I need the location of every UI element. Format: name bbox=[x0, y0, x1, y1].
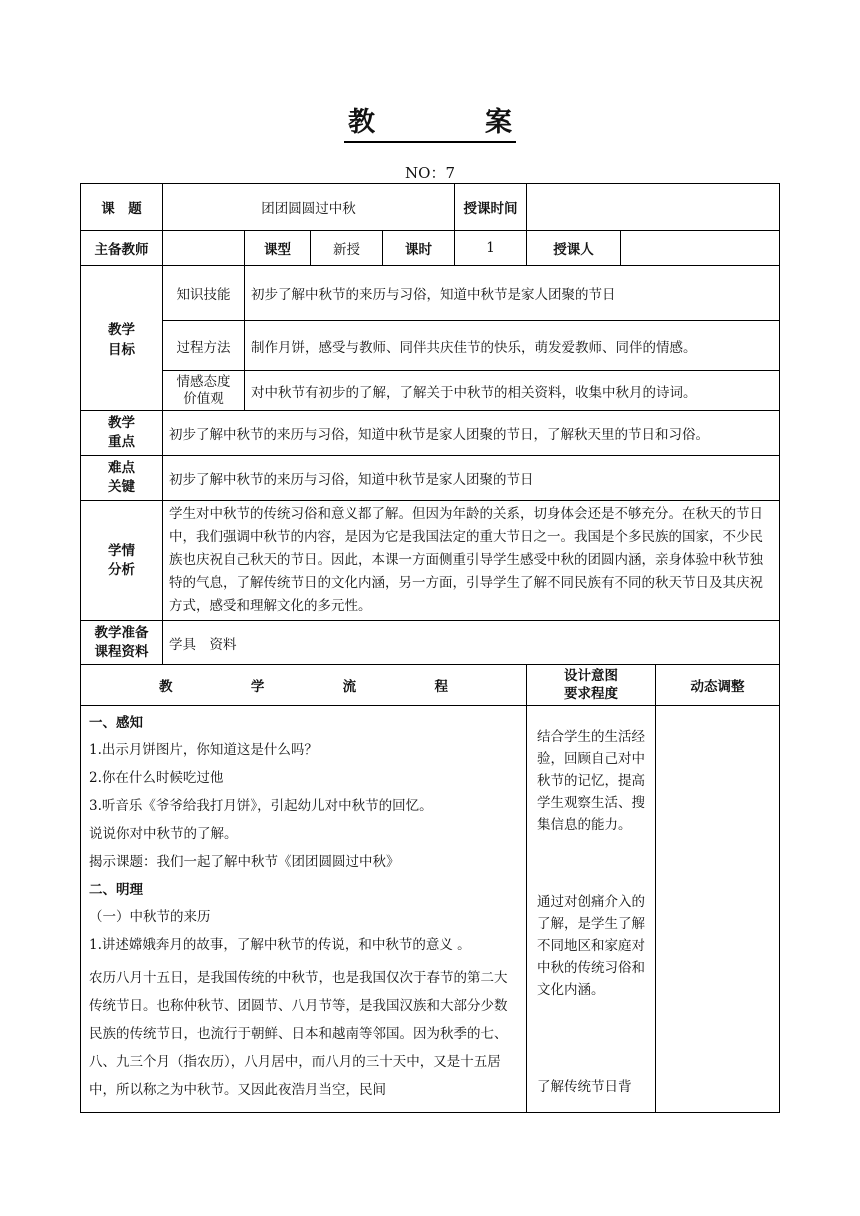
type-label: 课型 bbox=[245, 231, 311, 266]
list-item: 3.听音乐《爷爷给我打月饼》，引起幼儿对中秋节的回忆。 bbox=[89, 798, 433, 814]
list-item: 说说你对中秋节的了解。 bbox=[89, 826, 238, 842]
goal-row-knowledge bbox=[81, 266, 780, 321]
goal-name: 过程方法 bbox=[163, 321, 245, 371]
difficulty-label: 难点 关键 bbox=[81, 456, 163, 501]
goal-text: 初步了解中秋节的来历与习俗，知道中秋节是家人团聚的节日 bbox=[245, 266, 780, 321]
flow-body-row bbox=[81, 706, 780, 1113]
dynamic-adjust-header: 动态调整 bbox=[656, 665, 780, 706]
design-intent-header: 设计意图 要求程度 bbox=[527, 665, 656, 706]
analysis-row bbox=[81, 501, 780, 621]
topic-label: 课 题 bbox=[81, 184, 163, 231]
goals-label: 教学 目标 bbox=[81, 266, 163, 411]
goal-name: 知识技能 bbox=[163, 266, 245, 321]
analysis-label: 学情 分析 bbox=[81, 501, 163, 621]
focus-label: 教学 重点 bbox=[81, 411, 163, 456]
paragraph: 农历八月十五日，是我国传统的中秋节，也是我国仅次于春节的第二大传统节日。也称仲秋节、团圆节、八月节等，是我国汉族和大部分少数民族的传统节日，也流行于朝鲜、日本和越南等邻国。因为秋季的七、八、九三个月（指农历），八月居中，而八月的三十天中，又是十五居中，所以称之为中秋节。又因此夜浩月当空，民间 bbox=[89, 970, 508, 1098]
lesson-plan-table bbox=[80, 183, 780, 1113]
design-note: 通过对创痛介入的了解，是学生了解不同地区和家庭对中秋的传统习俗和文化内涵。 bbox=[537, 894, 645, 998]
goal-text: 对中秋节有初步的了解，了解关于中秋节的相关资料，收集中秋月的诗词。 bbox=[245, 371, 780, 411]
design-note: 了解传统节日背 bbox=[537, 1079, 632, 1095]
section-title: 二、明理 bbox=[89, 882, 143, 898]
dynamic-adjust-content bbox=[656, 706, 780, 1113]
type-value: 新授 bbox=[311, 231, 383, 266]
subsection-title: （一）中秋节的来历 bbox=[89, 909, 211, 925]
prep-label: 教学准备 课程资料 bbox=[81, 621, 163, 665]
prep-row bbox=[81, 621, 780, 665]
section-title: 一、感知 bbox=[89, 715, 143, 731]
lecturer-label: 授课人 bbox=[527, 231, 621, 266]
design-note: 结合学生的生活经验，回顾自己对中秋节的记忆，提高学生观察生活、搜集信息的能力。 bbox=[537, 729, 645, 833]
lecturer-value bbox=[621, 231, 780, 266]
goal-name: 情感态度 价值观 bbox=[163, 371, 245, 411]
difficulty-row bbox=[81, 456, 780, 501]
goal-text: 制作月饼，感受与教师、同伴共庆佳节的快乐，萌发爱教师、同伴的情感。 bbox=[245, 321, 780, 371]
teacher-row bbox=[81, 231, 780, 266]
document-number: NO：7 bbox=[405, 164, 455, 182]
teacher-label: 主备教师 bbox=[81, 231, 163, 266]
focus-text: 初步了解中秋节的来历与习俗，知道中秋节是家人团聚的节日，了解秋天里的节日和习俗。 bbox=[163, 411, 780, 456]
list-item: 1.讲述嫦娥奔月的故事，了解中秋节的传说，和中秋节的意义 。 bbox=[89, 937, 471, 953]
prep-text: 学具 资料 bbox=[163, 621, 780, 665]
focus-row bbox=[81, 411, 780, 456]
design-intent-content bbox=[527, 706, 656, 1113]
topic-row bbox=[81, 184, 780, 231]
flow-content bbox=[81, 706, 527, 1113]
topic-value: 团团圆圆过中秋 bbox=[163, 184, 455, 231]
flow-header-title: 教 学 流 程 bbox=[81, 665, 527, 706]
difficulty-text: 初步了解中秋节的来历与习俗，知道中秋节是家人团聚的节日 bbox=[163, 456, 780, 501]
hours-label: 课时 bbox=[383, 231, 455, 266]
goal-row-attitude bbox=[81, 371, 780, 411]
flow-header-row bbox=[81, 665, 780, 706]
document-title: 教 案 bbox=[0, 100, 860, 143]
list-item: 1.出示月饼图片，你知道这是什么吗？ bbox=[89, 742, 318, 758]
time-value bbox=[527, 184, 780, 231]
list-item: 2.你在什么时候吃过他 bbox=[89, 770, 224, 786]
time-label: 授课时间 bbox=[455, 184, 527, 231]
list-item: 揭示课题：我们一起了解中秋节《团团圆圆过中秋》 bbox=[89, 854, 400, 870]
teacher-value bbox=[163, 231, 245, 266]
hours-value: 1 bbox=[455, 231, 527, 266]
goal-row-process bbox=[81, 321, 780, 371]
analysis-text: 学生对中秋节的传统习俗和意义都了解。但因为年龄的关系，切身体会还是不够充分。在秋天的节日中，我们强调中秋节的内容，是因为它是我国法定的重大节日之一。我国是个多民族的国家，不少民族也庆祝自己秋天的节日。因此，本课一方面侧重引导学生感受中秋的团圆内涵，亲身体验中秋节独特的气息，了解传统节日的文化内涵，另一方面，引导学生了解不同民族有不同的秋天节日及其庆祝方式，感受和理解文化的多元性。 bbox=[163, 501, 780, 621]
